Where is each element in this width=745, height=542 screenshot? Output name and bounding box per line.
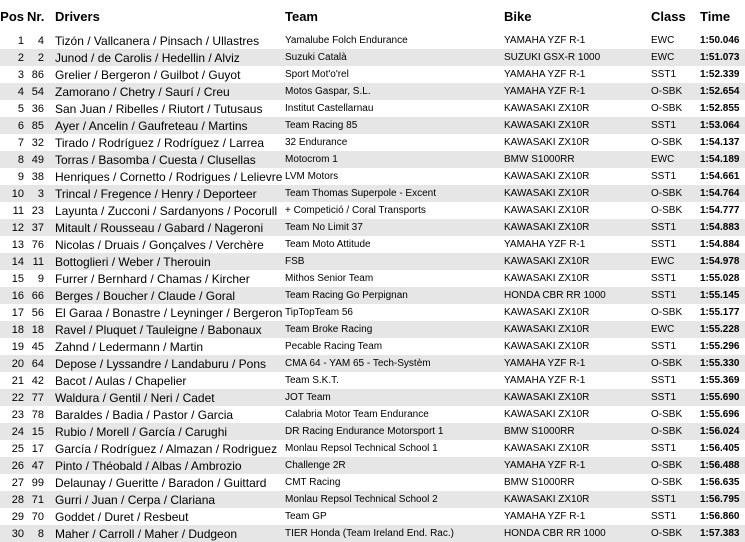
- cell-team: JOT Team: [285, 389, 504, 406]
- cell-pos: 14: [0, 253, 27, 270]
- table-row: [0, 185, 745, 202]
- cell-class: SST1: [651, 69, 677, 80]
- cell-nr: 36: [31, 102, 44, 115]
- cell-drivers: Tizón / Vallcanera / Pinsach / Ullastres: [55, 33, 260, 48]
- cell-class: O-SBK: [651, 355, 700, 372]
- table-row: [0, 406, 745, 423]
- cell-nr: 86: [31, 68, 44, 81]
- cell-class: SST1: [651, 511, 677, 522]
- cell-time: 1:52.855: [700, 103, 740, 114]
- cell-nr: 76: [31, 238, 44, 251]
- cell-bike: KAWASAKI ZX10R: [504, 219, 651, 236]
- cell-pos: 25: [11, 442, 24, 455]
- cell-class: O-SBK: [651, 477, 683, 488]
- cell-nr: 15: [27, 423, 55, 440]
- cell-team: Team Racing 85: [285, 117, 504, 134]
- cell-class: EWC: [651, 35, 675, 46]
- cell-time: 1:55.696: [700, 409, 740, 420]
- header-nr: Nr.: [27, 8, 45, 24]
- cell-nr: 66: [27, 287, 55, 304]
- cell-drivers: Junod / de Carolis / Hedellin / Alviz: [55, 49, 285, 66]
- cell-nr: 32: [31, 136, 44, 149]
- cell-team: TipTopTeam 56: [285, 307, 353, 318]
- cell-team: Team No Limit 37: [285, 219, 504, 236]
- cell-bike: HONDA CBR RR 1000: [504, 525, 651, 542]
- cell-time: 1:56.860: [700, 511, 740, 522]
- table-row: [0, 134, 745, 151]
- cell-nr: 99: [31, 476, 44, 489]
- cell-class: O-SBK: [651, 457, 700, 474]
- cell-bike: KAWASAKI ZX10R: [504, 103, 590, 114]
- cell-pos: 4: [0, 83, 27, 100]
- cell-class: EWC: [651, 321, 700, 338]
- cell-bike: KAWASAKI ZX10R: [504, 137, 590, 148]
- cell-nr: 38: [31, 170, 44, 183]
- cell-nr: 45: [31, 340, 44, 353]
- cell-class: SST1: [651, 443, 677, 454]
- cell-drivers: Bacot / Aulas / Chapelier: [55, 373, 187, 388]
- cell-nr: 42: [31, 374, 44, 387]
- table-row: [0, 100, 745, 117]
- cell-team: Motocrom 1: [285, 151, 504, 168]
- table-row: [0, 423, 745, 440]
- cell-bike: KAWASAKI ZX10R: [504, 341, 590, 352]
- cell-pos: 2: [0, 49, 27, 66]
- cell-team: + Competició / Coral Transports: [285, 205, 426, 216]
- cell-drivers: Waldura / Gentil / Neri / Cadet: [55, 389, 285, 406]
- cell-nr: 78: [31, 408, 44, 421]
- header-time: Time: [700, 8, 731, 24]
- cell-pos: 9: [17, 170, 24, 183]
- cell-drivers: García / Rodríguez / Almazan / Rodriguez: [55, 441, 278, 456]
- cell-class: O-SBK: [651, 83, 700, 100]
- table-row: [0, 117, 745, 134]
- cell-bike: KAWASAKI ZX10R: [504, 253, 651, 270]
- cell-team: Pecable Racing Team: [285, 341, 383, 352]
- cell-drivers: Nicolas / Druais / Gonçalves / Verchère: [55, 237, 264, 252]
- cell-team: Suzuki Català: [285, 49, 504, 66]
- cell-team: Calabria Motor Team Endurance: [285, 409, 429, 420]
- header-class: Class: [651, 8, 686, 24]
- cell-nr: 85: [27, 117, 55, 134]
- cell-bike: YAMAHA YZF R-1: [504, 35, 586, 46]
- cell-drivers: Gurri / Juan / Cerpa / Clariana: [55, 491, 285, 508]
- cell-time: 1:56.488: [700, 457, 745, 474]
- cell-team: Yamalube Folch Endurance: [285, 35, 408, 46]
- table-row: [0, 270, 745, 287]
- cell-pos: 30: [0, 525, 27, 542]
- cell-team: Team Thomas Superpole - Excent: [285, 185, 504, 202]
- cell-drivers: Rubio / Morell / García / Carughi: [55, 423, 285, 440]
- cell-pos: 21: [11, 374, 24, 387]
- cell-team: Team Broke Racing: [285, 321, 504, 338]
- cell-class: EWC: [651, 253, 700, 270]
- cell-bike: KAWASAKI ZX10R: [504, 117, 651, 134]
- cell-class: O-SBK: [651, 423, 700, 440]
- cell-team: Motos Gaspar, S.L.: [285, 83, 504, 100]
- cell-time: 1:54.777: [700, 205, 740, 216]
- cell-pos: 18: [0, 321, 27, 338]
- results-body: [0, 32, 745, 542]
- cell-nr: 4: [37, 34, 44, 47]
- table-row: [0, 440, 745, 457]
- cell-team: Challenge 2R: [285, 457, 504, 474]
- cell-nr: 56: [31, 306, 44, 319]
- cell-nr: 18: [27, 321, 55, 338]
- cell-time: 1:54.189: [700, 151, 745, 168]
- header-row: [0, 0, 745, 32]
- cell-pos: 17: [11, 306, 24, 319]
- cell-time: 1:56.405: [700, 443, 740, 454]
- cell-pos: 19: [11, 340, 24, 353]
- cell-class: SST1: [651, 273, 677, 284]
- cell-team: Institut Castellarnau: [285, 103, 374, 114]
- table-row: [0, 491, 745, 508]
- cell-nr: 11: [27, 253, 55, 270]
- cell-bike: YAMAHA YZF R-1: [504, 239, 586, 250]
- cell-pos: 22: [0, 389, 27, 406]
- cell-time: 1:55.028: [700, 273, 740, 284]
- table-row: [0, 151, 745, 168]
- cell-time: 1:55.177: [700, 307, 740, 318]
- cell-team: LVM Motors: [285, 171, 339, 182]
- cell-bike: BMW S1000RR: [504, 423, 651, 440]
- cell-pos: 20: [0, 355, 27, 372]
- cell-nr: 71: [27, 491, 55, 508]
- cell-drivers: Mitault / Rousseau / Gabard / Nageroni: [55, 219, 285, 236]
- cell-bike: KAWASAKI ZX10R: [504, 409, 590, 420]
- cell-class: SST1: [651, 287, 700, 304]
- cell-nr: 77: [27, 389, 55, 406]
- table-row: [0, 355, 745, 372]
- cell-bike: KAWASAKI ZX10R: [504, 307, 590, 318]
- cell-team: Team Racing Go Perpignan: [285, 287, 504, 304]
- cell-drivers: Trincal / Fregence / Henry / Deporteer: [55, 185, 285, 202]
- cell-pos: 11: [12, 204, 24, 217]
- cell-drivers: San Juan / Ribelles / Riutort / Tutusaus: [55, 101, 263, 116]
- cell-drivers: Zahnd / Ledermann / Martin: [55, 339, 204, 354]
- cell-bike: KAWASAKI ZX10R: [504, 321, 651, 338]
- cell-pos: 29: [11, 510, 24, 523]
- table-row: [0, 168, 745, 185]
- cell-time: 1:55.228: [700, 321, 745, 338]
- cell-time: 1:50.046: [700, 35, 740, 46]
- cell-class: SST1: [651, 341, 677, 352]
- cell-pos: 16: [0, 287, 27, 304]
- cell-time: 1:54.137: [700, 137, 740, 148]
- cell-team: 32 Endurance: [285, 137, 348, 148]
- cell-class: O-SBK: [651, 525, 700, 542]
- cell-drivers: Furrer / Bernhard / Chamas / Kircher: [55, 271, 250, 286]
- table-row: [0, 525, 745, 542]
- cell-time: 1:55.330: [700, 355, 745, 372]
- cell-time: 1:55.369: [700, 375, 740, 386]
- cell-drivers: Ravel / Pluquet / Tauleigne / Babonaux: [55, 321, 285, 338]
- cell-nr: 37: [27, 219, 55, 236]
- cell-drivers: Torras / Basomba / Cuesta / Clusellas: [55, 151, 285, 168]
- table-row: [0, 474, 745, 491]
- cell-team: Sport Mot'o'rel: [285, 69, 349, 80]
- cell-time: 1:57.383: [700, 525, 745, 542]
- cell-nr: 3: [27, 185, 55, 202]
- cell-drivers: Maher / Carroll / Maher / Dudgeon: [55, 525, 285, 542]
- cell-bike: KAWASAKI ZX10R: [504, 205, 590, 216]
- cell-pos: 24: [0, 423, 27, 440]
- cell-time: 1:53.064: [700, 117, 745, 134]
- cell-bike: YAMAHA YZF R-1: [504, 69, 586, 80]
- cell-time: 1:56.795: [700, 491, 745, 508]
- cell-time: 1:52.654: [700, 83, 745, 100]
- cell-bike: KAWASAKI ZX10R: [504, 185, 651, 202]
- cell-class: O-SBK: [651, 185, 700, 202]
- table-row: [0, 287, 745, 304]
- cell-team: Team GP: [285, 511, 327, 522]
- cell-drivers: Henriques / Cornetto / Rodrigues / Lelievre: [55, 169, 283, 184]
- cell-pos: 8: [0, 151, 27, 168]
- cell-class: O-SBK: [651, 137, 683, 148]
- cell-drivers: Delaunay / Gueritte / Baradon / Guittard: [55, 475, 267, 490]
- cell-class: SST1: [651, 389, 700, 406]
- cell-time: 1:54.884: [700, 239, 740, 250]
- cell-class: SST1: [651, 117, 700, 134]
- cell-class: EWC: [651, 49, 700, 66]
- cell-drivers: Zamorano / Chetry / Saurí / Creu: [55, 83, 285, 100]
- cell-class: O-SBK: [651, 103, 683, 114]
- cell-nr: 47: [27, 457, 55, 474]
- cell-pos: 10: [0, 185, 27, 202]
- table-row: [0, 202, 745, 219]
- cell-drivers: Grelier / Bergeron / Guilbot / Guyot: [55, 67, 241, 82]
- cell-team: Monlau Repsol Technical School 1: [285, 443, 438, 454]
- cell-drivers: Berges / Boucher / Claude / Goral: [55, 287, 285, 304]
- cell-bike: YAMAHA YZF R-1: [504, 83, 651, 100]
- cell-time: 1:51.073: [700, 49, 745, 66]
- cell-pos: 13: [11, 238, 24, 251]
- cell-bike: KAWASAKI ZX10R: [504, 273, 590, 284]
- cell-team: Monlau Repsol Technical School 2: [285, 491, 504, 508]
- cell-class: SST1: [651, 171, 677, 182]
- cell-class: EWC: [651, 151, 700, 168]
- cell-bike: SUZUKI GSX-R 1000: [504, 49, 651, 66]
- cell-team: FSB: [285, 253, 504, 270]
- cell-nr: 2: [27, 49, 55, 66]
- table-row: [0, 49, 745, 66]
- table-row: [0, 508, 745, 525]
- cell-team: CMA 64 - YAM 65 - Tech-Systèm: [285, 355, 504, 372]
- cell-class: O-SBK: [651, 307, 683, 318]
- cell-pos: 6: [0, 117, 27, 134]
- cell-team: Team S.K.T.: [285, 375, 339, 386]
- table-row: [0, 321, 745, 338]
- cell-drivers: Tirado / Rodríguez / Rodríguez / Larrea: [55, 135, 264, 150]
- table-row: [0, 83, 745, 100]
- cell-class: SST1: [651, 491, 700, 508]
- cell-bike: HONDA CBR RR 1000: [504, 287, 651, 304]
- cell-team: CMT Racing: [285, 477, 341, 488]
- cell-time: 1:54.883: [700, 219, 745, 236]
- cell-time: 1:55.296: [700, 341, 740, 352]
- cell-pos: 26: [0, 457, 27, 474]
- cell-bike: KAWASAKI ZX10R: [504, 171, 590, 182]
- cell-nr: 23: [31, 204, 44, 217]
- cell-team: TIER Honda (Team Ireland End. Rac.): [285, 525, 504, 542]
- header-pos: Pos: [0, 8, 24, 24]
- cell-drivers: Ayer / Ancelin / Gaufreteau / Martins: [55, 117, 285, 134]
- cell-time: 1:56.635: [700, 477, 740, 488]
- cell-pos: 27: [11, 476, 24, 489]
- cell-time: 1:54.764: [700, 185, 745, 202]
- cell-drivers: El Garaa / Bonastre / Leyninger / Bergeron: [55, 305, 283, 320]
- cell-bike: YAMAHA YZF R-1: [504, 511, 586, 522]
- cell-pos: 1: [17, 34, 24, 47]
- cell-class: SST1: [651, 239, 677, 250]
- cell-nr: 70: [31, 510, 44, 523]
- table-row: [0, 66, 745, 83]
- cell-class: O-SBK: [651, 205, 683, 216]
- cell-team: Mithos Senior Team: [285, 273, 374, 284]
- cell-bike: YAMAHA YZF R-1: [504, 355, 651, 372]
- cell-time: 1:52.339: [700, 69, 740, 80]
- cell-drivers: Bottoglieri / Weber / Therouin: [55, 253, 285, 270]
- cell-team: DR Racing Endurance Motorsport 1: [285, 423, 504, 440]
- cell-nr: 9: [37, 272, 44, 285]
- cell-bike: BMW S1000RR: [504, 151, 651, 168]
- cell-drivers: Goddet / Duret / Resbeut: [55, 509, 189, 524]
- cell-pos: 28: [0, 491, 27, 508]
- cell-time: 1:54.978: [700, 253, 745, 270]
- cell-pos: 5: [17, 102, 24, 115]
- cell-class: SST1: [651, 375, 677, 386]
- cell-team: Team Moto Attitude: [285, 239, 371, 250]
- cell-pos: 15: [11, 272, 24, 285]
- header-drivers: Drivers: [55, 8, 100, 24]
- table-row: [0, 372, 745, 389]
- header-bike: Bike: [504, 8, 532, 24]
- cell-bike: KAWASAKI ZX10R: [504, 389, 651, 406]
- table-row: [0, 389, 745, 406]
- cell-bike: YAMAHA YZF R-1: [504, 375, 586, 386]
- cell-bike: BMW S1000RR: [504, 477, 575, 488]
- header-team: Team: [285, 8, 318, 24]
- table-row: [0, 236, 745, 253]
- table-row: [0, 253, 745, 270]
- table-row: [0, 304, 745, 321]
- cell-class: SST1: [651, 219, 700, 236]
- cell-pos: 7: [17, 136, 24, 149]
- table-row: [0, 457, 745, 474]
- cell-drivers: Layunta / Zucconi / Sardanyons / Pocorull: [55, 203, 278, 218]
- cell-time: 1:56.024: [700, 423, 745, 440]
- cell-drivers: Depose / Lyssandre / Landaburu / Pons: [55, 355, 285, 372]
- cell-nr: 17: [31, 442, 44, 455]
- cell-drivers: Baraldes / Badia / Pastor / Garcia: [55, 407, 234, 422]
- cell-bike: KAWASAKI ZX10R: [504, 491, 651, 508]
- table-row: [0, 219, 745, 236]
- cell-drivers: Pinto / Théobald / Albas / Ambrozio: [55, 457, 285, 474]
- table-row: [0, 338, 745, 355]
- cell-nr: 64: [27, 355, 55, 372]
- cell-nr: 54: [27, 83, 55, 100]
- cell-time: 1:55.690: [700, 389, 745, 406]
- cell-bike: YAMAHA YZF R-1: [504, 457, 651, 474]
- cell-pos: 3: [17, 68, 24, 81]
- cell-time: 1:55.145: [700, 287, 745, 304]
- cell-pos: 12: [0, 219, 27, 236]
- table-row: [0, 32, 745, 49]
- cell-nr: 49: [27, 151, 55, 168]
- cell-bike: KAWASAKI ZX10R: [504, 443, 590, 454]
- cell-class: O-SBK: [651, 409, 683, 420]
- cell-time: 1:54.661: [700, 171, 740, 182]
- cell-pos: 23: [11, 408, 24, 421]
- cell-nr: 8: [27, 525, 55, 542]
